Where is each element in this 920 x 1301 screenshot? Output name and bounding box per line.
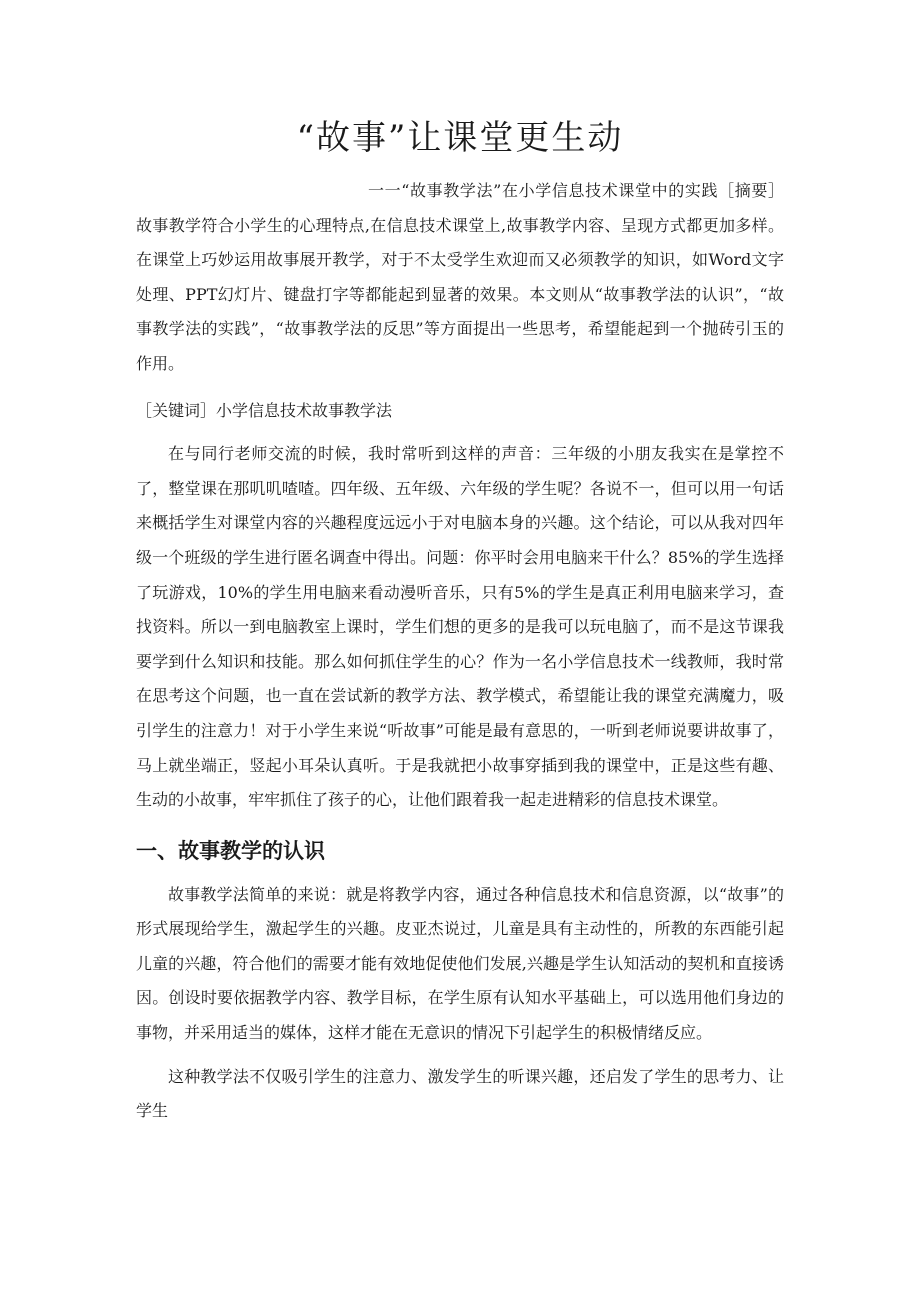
abstract-paragraph: 一一“故事教学法”在小学信息技术课堂中的实践［摘要］故事教学符合小学生的心理特点,在信息技术课堂上,故事教学内容、呈现方式都更加多样。在课堂上巧妙运用故事展开教学，对于不太受学生欢迎而又必须教学的知识，如Word文字处理、PPT幻灯片、键盘打字等都能起到显著的效果。本文则从“故事教学法的认识”，“故事教学法的实践”，“故事教学法的反思”等方面提出一些思考，希望能起到一个抛砖引玉的作用。 bbox=[136, 181, 784, 373]
section-paragraph: 这种教学法不仅吸引学生的注意力、激发学生的听课兴趣，还启发了学生的思考力、让学生 bbox=[136, 1066, 784, 1121]
keywords-line: ［关键词］小学信息技术故事教学法 bbox=[136, 400, 393, 420]
section-heading: 一、故事教学的认识 bbox=[136, 838, 325, 863]
document-body bbox=[136, 174, 784, 1129]
intro-paragraph: 在与同行老师交流的时候，我时常听到这样的声音：三年级的小朋友我实在是掌控不了，整堂课在那叽叽喳喳。四年级、五年级、六年级的学生呢？各说不一，但可以用一句话来概括学生对课堂内容的兴趣程度远远小于对电脑本身的兴趣。这个结论，可以从我对四年级一个班级的学生进行匿名调查中得出。问题：你平时会用电脑来干什么？85%的学生选择了玩游戏，10%的学生用电脑来看动漫听音乐，只有5%的学生是真正利用电脑来学习，查找资料。所以一到电脑教室上课时，学生们想的更多的是我可以玩电脑了，而不是这节课我要学到什么知识和技能。那么如何抓住学生的心？作为一名小学信息技术一线教师，我时常在思考这个问题，也一直在尝试新的教学方法、教学模式，希望能让我的课堂充满魔力，吸引学生的注意力！对于小学生来说“听故事”可能是最有意思的，一听到老师说要讲故事了，马上就坐端正，竖起小耳朵认真听。于是我就把小故事穿插到我的课堂中，正是这些有趣、生动的小故事，牢牢抓住了孩子的心，让他们跟着我一起走进精彩的信息技术课堂。 bbox=[136, 444, 784, 810]
section-paragraph: 故事教学法简单的来说：就是将教学内容，通过各种信息技术和信息资源，以“故事”的形式展现给学生，激起学生的兴趣。皮亚杰说过，儿童是具有主动性的，所教的东西能引起儿童的兴趣，符合他们的需要才能有效地促使他们发展,兴趣是学生认知活动的契机和直接诱因。创设时要依据教学内容、教学目标，在学生原有认知水平基础上，可以选用他们身边的事物，并采用适当的媒体，这样才能在无意识的情况下引起学生的积极情绪反应。 bbox=[136, 884, 784, 1043]
document-title: “故事”让课堂更生动 bbox=[296, 118, 624, 158]
